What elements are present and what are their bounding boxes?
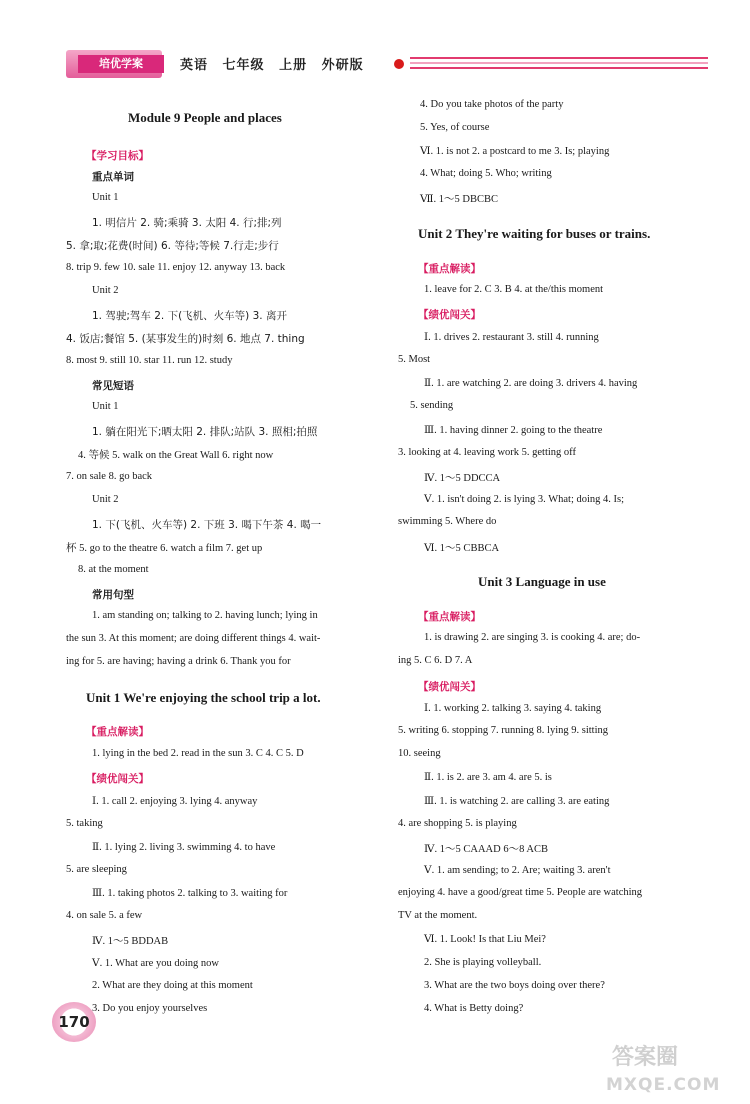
- answer-line: 3. What are the two boys doing over there?: [424, 980, 605, 991]
- section-tag: 【绩优闯关】: [86, 773, 149, 785]
- answer-line: the sun 3. At this moment; are doing different things 4. wait-: [66, 633, 321, 644]
- answer-line: 8. trip 9. few 10. sale 11. enjoy 12. anyway 13. back: [66, 262, 286, 273]
- section-tag: 【重点解读】: [86, 726, 149, 738]
- watermark-logo: 答案圈: [612, 1045, 679, 1070]
- section-heading: Unit 2 They're waiting for buses or trains.: [418, 226, 651, 241]
- answer-line: 3. looking at 4. leaving work 5. getting off: [398, 447, 576, 458]
- header-term: 上册: [279, 58, 308, 73]
- answer-line: Ⅶ. 1～5 DBCBC: [420, 194, 499, 205]
- answer-line: Ⅰ. 1. call 2. enjoying 3. lying 4. anyway: [92, 796, 258, 807]
- header-rule: [410, 57, 708, 72]
- answer-line: Ⅱ. 1. lying 2. living 3. swimming 4. to have: [92, 842, 276, 853]
- answer-line: Ⅱ. 1. are watching 2. are doing 3. drivers 4. having: [424, 378, 638, 389]
- answer-line: Ⅵ. 1～5 CBBCA: [424, 543, 500, 554]
- answer-line: 1. 明信片 2. 骑;乘骑 3. 太阳 4. 行;排;列: [92, 217, 282, 229]
- answer-line: 4. on sale 5. a few: [66, 910, 143, 921]
- answer-line: TV at the moment.: [398, 910, 478, 921]
- answer-line: Ⅳ. 1～5 DDCCA: [424, 473, 501, 484]
- answer-line: 1. is drawing 2. are singing 3. is cooking 4. are; do-: [424, 632, 641, 643]
- answer-line: 4. 等候 5. walk on the Great Wall 6. right now: [78, 450, 274, 461]
- answer-line: Unit 1: [92, 401, 119, 412]
- subheading: 重点单词: [92, 171, 134, 183]
- section-tag: 【重点解读】: [418, 611, 481, 623]
- answer-line: Unit 2: [92, 285, 119, 296]
- answer-line: Unit 2: [92, 494, 119, 505]
- section-heading: Unit 3 Language in use: [478, 574, 606, 589]
- section-tag: 【重点解读】: [418, 263, 481, 275]
- header-title: [180, 54, 373, 73]
- page-number: 170: [52, 1002, 96, 1042]
- header-edition: 外研版: [321, 58, 364, 73]
- header-grade: 七年级: [222, 58, 265, 73]
- subheading: 常用句型: [92, 589, 134, 601]
- answer-line: swimming 5. Where do: [398, 516, 497, 527]
- answer-line: 4. 饭店;餐馆 5. (某事发生的)时刻 6. 地点 7. thing: [66, 333, 305, 345]
- subheading: 常见短语: [92, 380, 134, 392]
- answer-line: Ⅰ. 1. working 2. talking 3. saying 4. taking: [424, 703, 602, 714]
- section-heading: Unit 1 We're enjoying the school trip a lot.: [86, 690, 321, 705]
- answer-line: 5. sending: [410, 400, 454, 411]
- answer-line: Ⅲ. 1. is watching 2. are calling 3. are eating: [424, 796, 610, 807]
- header-subject: 英语: [180, 58, 209, 73]
- answer-line: Unit 1: [92, 192, 119, 203]
- answer-line: 10. seeing: [398, 748, 441, 759]
- answer-line: Ⅴ. 1. What are you doing now: [92, 958, 219, 969]
- answer-line: 1. 躺在阳光下;晒太阳 2. 排队;站队 3. 照相;拍照: [92, 426, 318, 438]
- answer-line: Ⅴ. 1. am sending; to 2. Are; waiting 3. aren't: [424, 865, 611, 876]
- answer-line: 4. What is Betty doing?: [424, 1003, 524, 1014]
- answer-line: ing 5. C 6. D 7. A: [398, 655, 473, 666]
- answer-line: 1. lying in the bed 2. read in the sun 3. C 4. C 5. D: [92, 748, 304, 759]
- answer-line: 杯 5. go to the theatre 6. watch a film 7. get up: [66, 543, 263, 554]
- header-dot-icon: [394, 59, 404, 69]
- section-tag: 【学习目标】: [86, 150, 149, 162]
- answer-line: 7. on sale 8. go back: [66, 471, 153, 482]
- section-tag: 【绩优闯关】: [418, 309, 481, 321]
- header-badge: 培优学案: [78, 55, 164, 73]
- answer-line: Ⅵ. 1. Look! Is that Liu Mei?: [424, 934, 546, 945]
- answer-line: enjoying 4. have a good/great time 5. People are watching: [398, 887, 643, 898]
- section-tag: 【绩优闯关】: [418, 681, 481, 693]
- answer-line: 4. Do you take photos of the party: [420, 99, 564, 110]
- answer-line: 1. 下(飞机、火车等) 2. 下班 3. 喝下午茶 4. 喝一: [92, 519, 322, 531]
- answer-line: 8. most 9. still 10. star 11. run 12. study: [66, 355, 233, 366]
- answer-line: 5. Most: [398, 354, 431, 365]
- answer-line: 5. Yes, of course: [420, 122, 490, 133]
- answer-line: 1. am standing on; talking to 2. having lunch; lying in: [92, 610, 318, 621]
- answer-line: 2. She is playing volleyball.: [424, 957, 542, 968]
- section-heading: Module 9 People and places: [128, 110, 282, 125]
- answer-line: Ⅲ. 1. having dinner 2. going to the theatre: [424, 425, 603, 436]
- answer-line: Ⅳ. 1～5 CAAAD 6～8 ACB: [424, 844, 548, 855]
- answer-line: 5. taking: [66, 818, 103, 829]
- answer-line: 2. What are they doing at this moment: [92, 980, 253, 991]
- answer-line: 1. leave for 2. C 3. B 4. at the/this moment: [424, 284, 604, 295]
- answer-line: 4. What; doing 5. Who; writing: [420, 168, 552, 179]
- answer-line: 5. are sleeping: [66, 864, 127, 875]
- answer-line: 5. 拿;取;花费(时间) 6. 等待;等候 7.行走;步行: [66, 240, 279, 252]
- answer-line: ing for 5. are having; having a drink 6. Thank you for: [66, 656, 291, 667]
- answer-line: Ⅵ. 1. is not 2. a postcard to me 3. Is; playing: [420, 146, 610, 157]
- answer-line: Ⅴ. 1. isn't doing 2. is lying 3. What; doing 4. Is;: [424, 494, 625, 505]
- answer-line: 3. Do you enjoy yourselves: [92, 1003, 208, 1014]
- answer-line: Ⅲ. 1. taking photos 2. talking to 3. waiting for: [92, 888, 288, 899]
- answer-line: 5. writing 6. stopping 7. running 8. lying 9. sitting: [398, 725, 609, 736]
- watermark-url: MXQE.COM: [606, 1075, 721, 1095]
- answer-line: 1. 驾驶;驾车 2. 下(飞机、火车等) 3. 离开: [92, 310, 287, 322]
- answer-line: Ⅱ. 1. is 2. are 3. am 4. are 5. is: [424, 772, 552, 783]
- answer-line: 8. at the moment: [78, 564, 149, 575]
- answer-line: Ⅰ. 1. drives 2. restaurant 3. still 4. running: [424, 332, 599, 343]
- answer-line: 4. are shopping 5. is playing: [398, 818, 517, 829]
- answer-line: Ⅳ. 1～5 BDDAB: [92, 936, 169, 947]
